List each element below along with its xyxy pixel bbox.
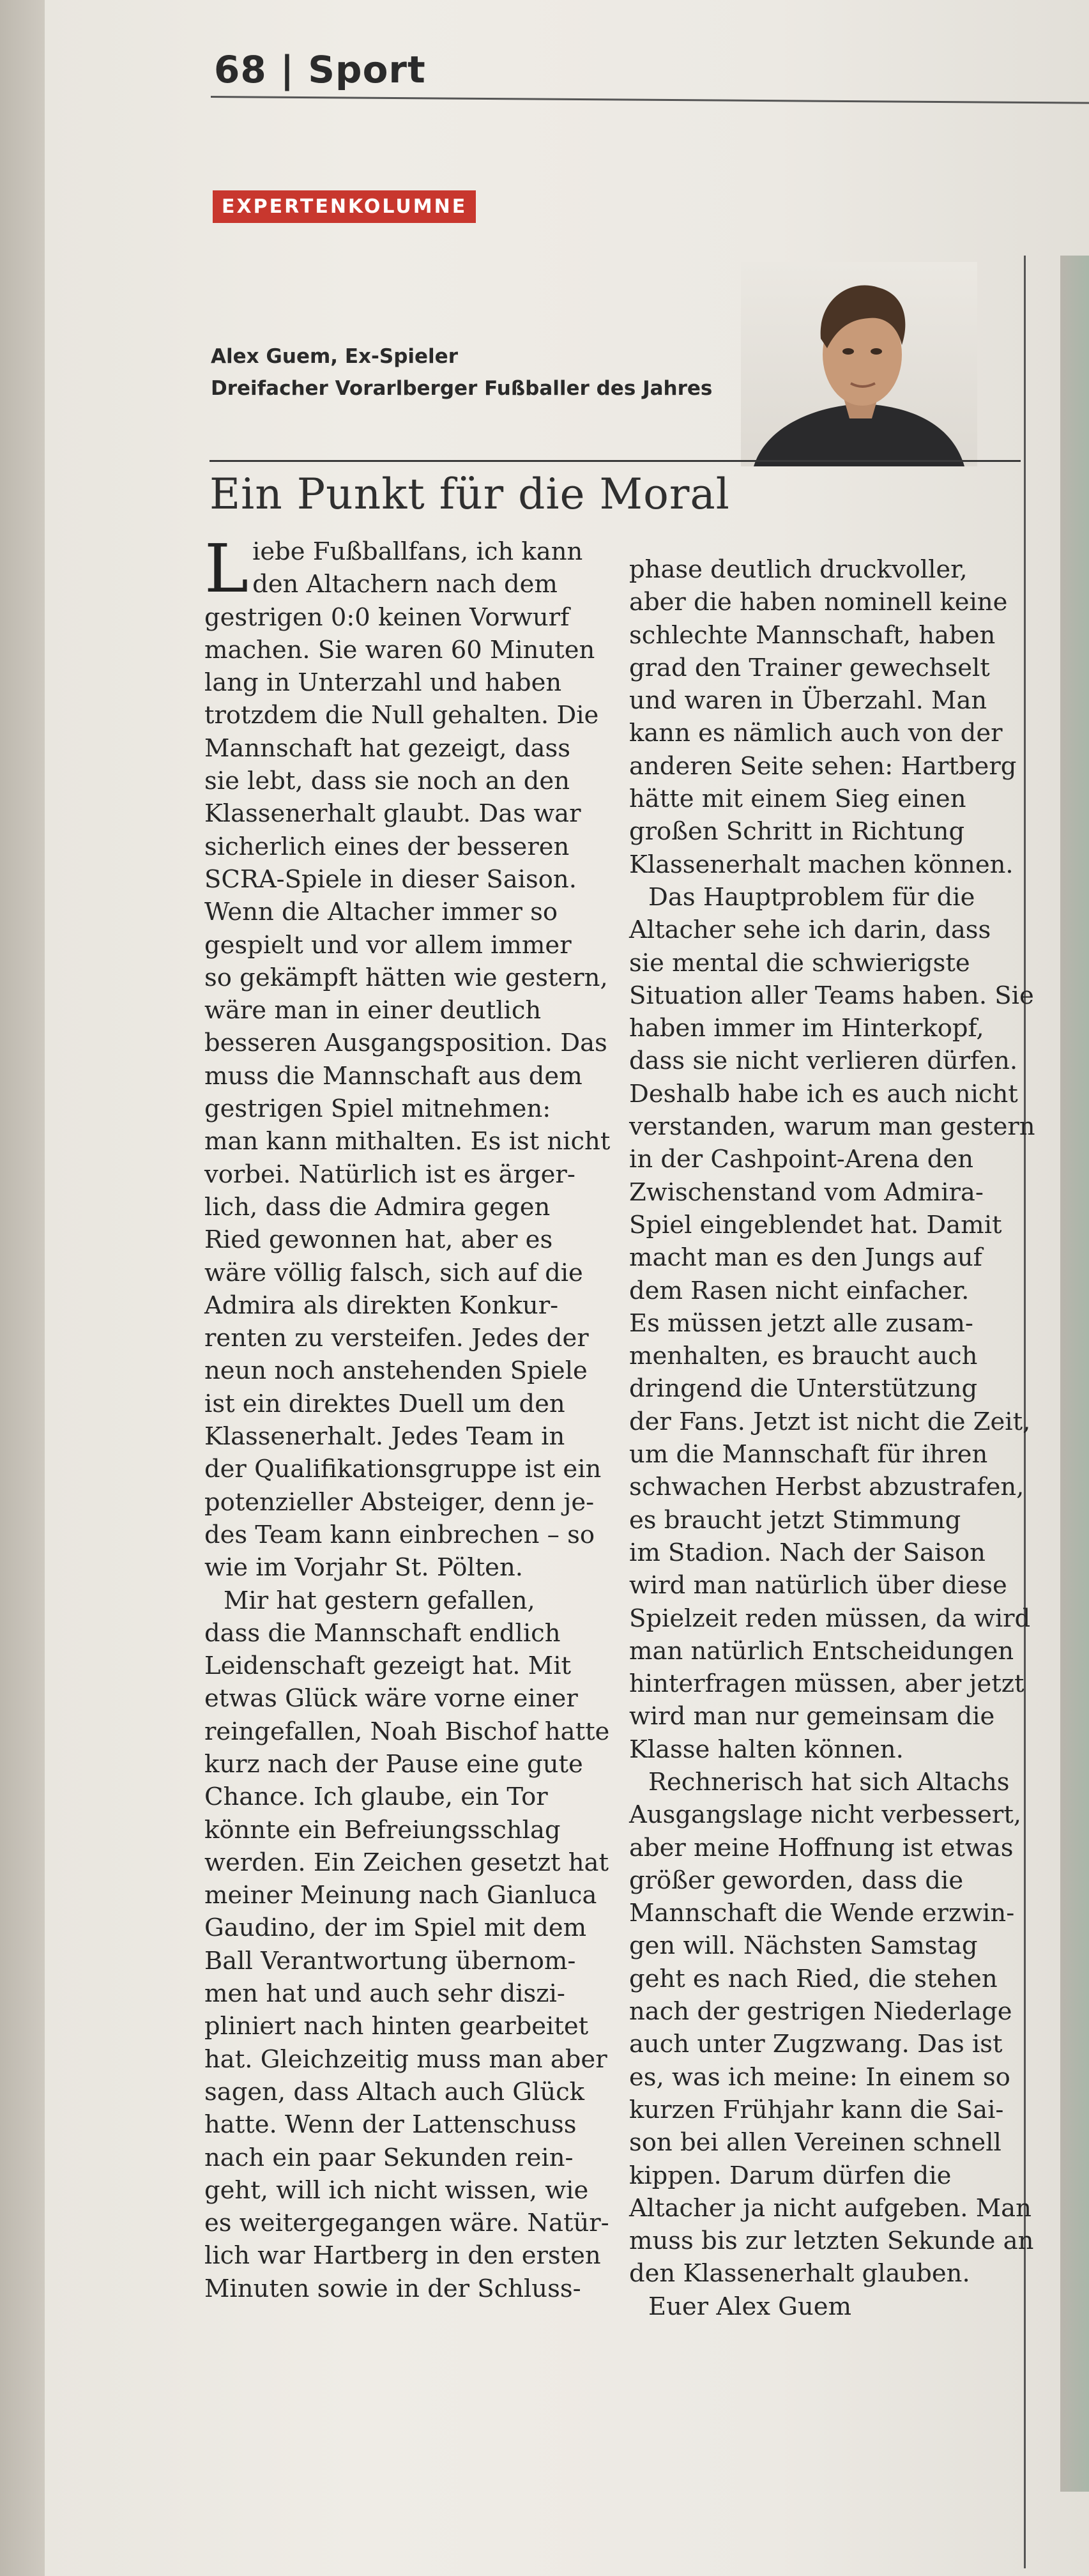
text-line: könnte ein Befreiungsschlag [204, 1815, 561, 1844]
page-header: 68 | Sport [214, 48, 426, 91]
text-line: den Altachern nach dem [252, 570, 558, 599]
text-line: Es müssen jetzt alle zusam- [629, 1308, 973, 1338]
text-line: dem Rasen nicht einfacher. [629, 1276, 970, 1305]
text-line: kurz nach der Pause eine gute [204, 1749, 583, 1779]
article-column-2 [629, 553, 1038, 2323]
text-line: Chance. Ich glaube, ein Tor [204, 1782, 548, 1812]
text-line: grad den Trainer gewechselt [629, 653, 990, 682]
text-line: trotzdem die Null gehalten. Die [204, 701, 599, 730]
text-line: renten zu versteifen. Jedes der [204, 1324, 589, 1353]
text-line: nach der gestrigen Niederlage [629, 1997, 1012, 2027]
text-line: aber meine Hoffnung ist etwas [629, 1833, 1014, 1862]
text-line: verstanden, warum man gestern [629, 1112, 1035, 1142]
text-line: Rechnerisch hat sich Altachs [648, 1767, 1010, 1797]
text-line: hätte mit einem Sieg einen [629, 785, 966, 814]
text-line: schwachen Herbst abzustrafen, [629, 1473, 1024, 1502]
adjacent-page-strip [1060, 256, 1089, 2492]
text-line: Spielzeit reden müssen, da wird [629, 1604, 1031, 1633]
text-line: Spiel eingeblendet hat. Damit [629, 1210, 1002, 1239]
text-line: etwas Glück wäre vorne einer [204, 1684, 578, 1713]
text-line: und waren in Überzahl. Man [629, 686, 987, 716]
text-line: im Stadion. Nach der Saison [629, 1538, 986, 1567]
text-line: Klassenerhalt glaubt. Das war [204, 799, 581, 829]
text-line: schlechte Mannschaft, haben [629, 620, 996, 650]
text-line: ist ein direktes Duell um den [204, 1389, 565, 1418]
text-line: meiner Meinung nach Gianluca [204, 1881, 597, 1910]
text-line: kippen. Darum dürfen die [629, 2161, 952, 2190]
text-line: Situation aller Teams haben. Sie [629, 981, 1034, 1010]
author-title: Dreifacher Vorarlberger Fußballer des Jahres [211, 377, 713, 400]
text-line: Ausgangslage nicht verbessert, [629, 1800, 1022, 1830]
text-line: aber die haben nominell keine [629, 588, 1008, 617]
text-line: großen Schritt in Richtung [629, 817, 965, 847]
text-line: Deshalb habe ich es auch nicht [629, 1079, 1018, 1108]
text-line: dass die Mannschaft endlich [204, 1618, 561, 1648]
text-line: wie im Vorjahr St. Pölten. [204, 1553, 523, 1583]
text-line: sie lebt, dass sie noch an den [204, 767, 570, 796]
text-line: Mannschaft die Wende erzwin- [629, 1899, 1015, 1928]
drop-cap: L [204, 530, 249, 608]
text-line: iebe Fußballfans, ich kann [252, 537, 583, 566]
text-line: dass sie nicht verlieren dürfen. [629, 1046, 1018, 1076]
text-line: potenzieller Absteiger, denn je- [204, 1487, 595, 1517]
text-line: hinterfragen müssen, aber jetzt [629, 1669, 1024, 1699]
text-line: gen will. Nächsten Samstag [629, 1931, 978, 1961]
text-line: sie mental die schwierigste [629, 948, 970, 977]
text-line: machen. Sie waren 60 Minuten [204, 635, 595, 664]
text-line: Admira als direkten Konkur- [204, 1291, 559, 1320]
text-line: hat. Gleichzeitig muss man aber [204, 2044, 607, 2074]
column-2-text [629, 553, 1038, 2323]
text-line: wäre man in einer deutlich [204, 996, 542, 1025]
article-column-1 [204, 530, 613, 2305]
text-line: nach ein paar Sekunden rein- [204, 2143, 574, 2172]
text-line: son bei allen Vereinen schnell [629, 2128, 1001, 2158]
text-line: auch unter Zugzwang. Das ist [629, 2030, 1003, 2059]
text-line: hatte. Wenn der Lattenschuss [204, 2110, 577, 2140]
text-line: wird man natürlich über diese [629, 1571, 1007, 1600]
text-line: muss die Mannschaft aus dem [204, 1061, 583, 1091]
text-line: man natürlich Entscheidungen [629, 1636, 1014, 1666]
text-line: Das Hauptproblem für die [648, 882, 975, 912]
text-line: sagen, dass Altach auch Glück [204, 2077, 585, 2106]
text-line: es weitergegangen wäre. Natür- [204, 2209, 609, 2238]
text-line: Klasse halten können. [629, 1735, 904, 1764]
text-line: man kann mithalten. Es ist nicht [204, 1127, 611, 1156]
text-line: so gekämpft hätten wie gestern, [204, 963, 608, 992]
article-headline: Ein Punkt für die Moral [209, 470, 730, 519]
text-line: wäre völlig falsch, sich auf die [204, 1258, 583, 1287]
text-line: wird man nur gemeinsam die [629, 1702, 995, 1731]
text-line: muss bis zur letzten Sekunde an [629, 2227, 1034, 2256]
text-line: menhalten, es braucht auch [629, 1342, 978, 1371]
text-line: vorbei. Natürlich ist es ärger- [204, 1160, 575, 1189]
text-line: geht, will ich nicht wissen, wie [204, 2175, 589, 2205]
text-line: reingefallen, Noah Bischof hatte [204, 1717, 610, 1746]
text-line: der Fans. Jetzt ist nicht die Zeit, [629, 1407, 1031, 1436]
author-photo [741, 262, 977, 466]
text-line: dringend die Unterstützung [629, 1374, 978, 1404]
text-line: Mannschaft hat gezeigt, dass [204, 733, 570, 763]
text-line: phase deutlich druckvoller, [629, 555, 968, 584]
text-line: gestrigen Spiel mitnehmen: [204, 1094, 551, 1124]
text-line: geht es nach Ried, die stehen [629, 1964, 998, 1993]
text-line: den Klassenerhalt glauben. [629, 2259, 970, 2288]
text-line: werden. Ein Zeichen gesetzt hat [204, 1848, 609, 1877]
text-line: um die Mannschaft für ihren [629, 1440, 988, 1469]
text-line: haben immer im Hinterkopf, [629, 1014, 984, 1043]
text-line: kurzen Frühjahr kann die Sai- [629, 2095, 1004, 2124]
text-line: gestrigen 0:0 keinen Vorwurf [204, 602, 570, 632]
column-1-text [204, 530, 613, 2305]
column-tag: EXPERTENKOLUMNE [213, 190, 476, 223]
text-line: lang in Unterzahl und haben [204, 668, 562, 698]
text-line: Altacher sehe ich darin, dass [629, 916, 991, 945]
page-left-edge [0, 0, 45, 2576]
text-line: Mir hat gestern gefallen, [224, 1586, 535, 1615]
text-line: Wenn die Altacher immer so [204, 898, 558, 927]
text-line: Gaudino, der im Spiel mit dem [204, 1913, 587, 1943]
text-line: Ball Verantwortung übernom- [204, 1946, 576, 1975]
text-line: es, was ich meine: In einem so [629, 2062, 1010, 2092]
text-line: Zwischenstand vom Admira- [629, 1177, 984, 1207]
text-line: lich war Hartberg in den ersten [204, 2241, 601, 2271]
text-line: Minuten sowie in der Schluss- [204, 2274, 581, 2303]
text-line: es braucht jetzt Stimmung [629, 1505, 961, 1535]
text-line: des Team kann einbrechen – so [204, 1520, 595, 1549]
text-line: macht man es den Jungs auf [629, 1243, 982, 1273]
text-line: Klassenerhalt. Jedes Team in [204, 1422, 565, 1452]
text-line: Ried gewonnen hat, aber es [204, 1225, 553, 1255]
text-line: größer geworden, dass die [629, 1866, 964, 1895]
text-line: men hat und auch sehr diszi- [204, 1979, 565, 2009]
byline-rule [209, 460, 1021, 462]
text-line: Klassenerhalt machen können. [629, 850, 1014, 879]
text-line: neun noch anstehenden Spiele [204, 1356, 588, 1386]
text-line: gespielt und vor allem immer [204, 930, 572, 960]
text-line: Altacher ja nicht aufgeben. Man [629, 2193, 1032, 2223]
text-line: Leidenschaft gezeigt hat. Mit [204, 1652, 571, 1681]
text-line: sicherlich eines der besseren [204, 832, 570, 861]
text-line: pliniert nach hinten gearbeitet [204, 2012, 589, 2041]
text-line: lich, dass die Admira gegen [204, 1192, 551, 1222]
text-line: der Qualifikationsgruppe ist ein [204, 1455, 602, 1484]
author-name: Alex Guem, Ex-Spieler [211, 345, 458, 368]
text-line: anderen Seite sehen: Hartberg [629, 751, 1017, 781]
text-line: Euer Alex Guem [648, 2292, 852, 2321]
text-line: besseren Ausgangsposition. Das [204, 1029, 607, 1058]
text-line: in der Cashpoint-Arena den [629, 1145, 973, 1174]
text-line: SCRA-Spiele in dieser Saison. [204, 864, 577, 894]
text-line: kann es nämlich auch von der [629, 719, 1003, 748]
